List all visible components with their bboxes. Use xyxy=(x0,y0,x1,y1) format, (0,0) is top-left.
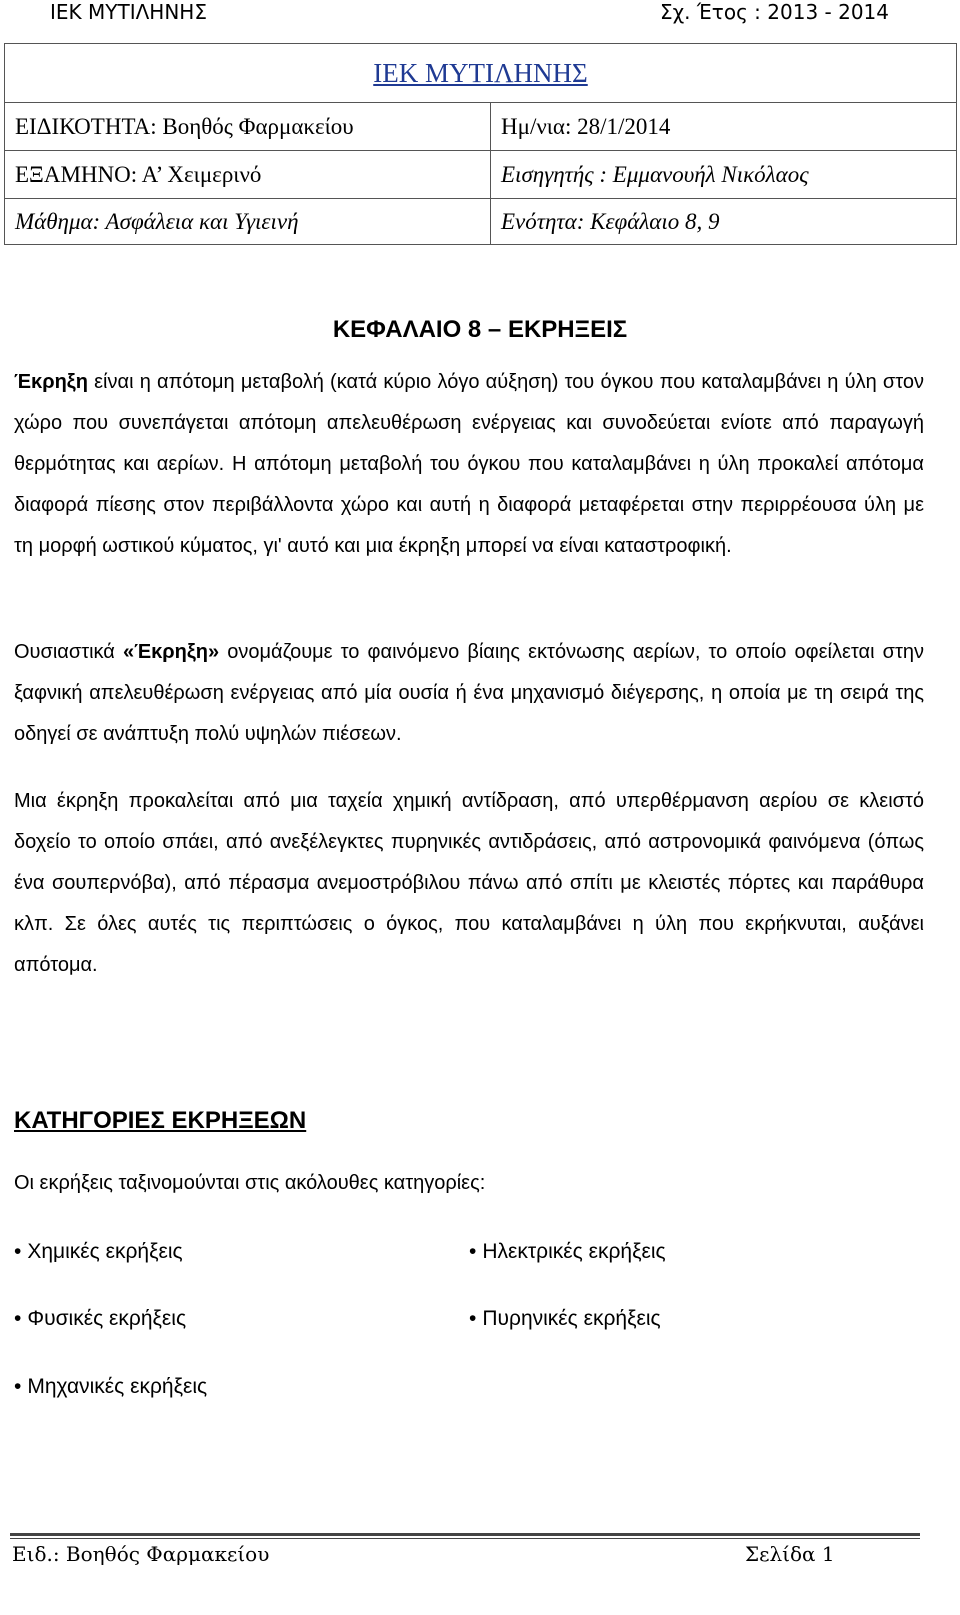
course-info-table xyxy=(4,43,957,245)
chapter-title: ΚΕΦΑΛΑΙΟ 8 – ΕΚΡΗΞΕΙΣ xyxy=(332,316,628,343)
paragraph-causes: Μια έκρηξη προκαλείται από μια ταχεία χημική αντίδραση, από υπερθέρμανση αερίου σε κλειστό δοχείο το οποίο σπάει, από ανεξέλεγκτες πυρηνικές αντιδράσεις, από αστρονομικά φαινόμενα (όπως ένα σουπερνόβα), από πέρασμα ανεμοστρόβιλου πάνω από σπίτι με κλειστές πόρτες και παράθυρα κλπ. Σε όλες αυτές τις περιπτώσεις ο όγκος, που καταλαμβάνει η ύλη που εκρήκνυται, αυξάνει απότομα. xyxy=(14,790,924,976)
paragraph-essentially xyxy=(14,632,924,755)
footer-specialty: Ειδ.: Βοηθός Φαρμακείου xyxy=(12,1542,270,1566)
course-cell: Μάθημα: Ασφάλεια και Υγιεινή xyxy=(5,199,491,245)
paragraph-definition-text: είναι η απότομη μεταβολή (κατά κύριο λόγο αύξηση) του όγκου που καταλαμβάνει η ύλη στον χώρο που συνεπάγεται απότομη απελευθέρωση ενέργειας και συνοδεύεται ενίοτε από παραγωγή θερμότητας και αερίων. Η απότομη μεταβολή του όγκου που καταλαμβάνει η ύλη προκαλεί απότομα διαφορά πίεσης στον περιβάλλοντα χώρο και αυτή η διαφορά μεταφέρεται στην περιρρέουσα ύλη με τη μορφή ωστικού κύματος, γι' αυτό και μια έκρηξη μπορεί να είναι καταστροφική. xyxy=(14,371,924,557)
list-item-label: Χημικές εκρήξεις xyxy=(27,1240,183,1263)
bullet-icon: • xyxy=(469,1240,477,1263)
footer-divider xyxy=(10,1533,920,1536)
table-title: ΙΕΚ ΜΥΤΙΛΗΝΗΣ xyxy=(5,44,957,103)
list-item xyxy=(14,1372,207,1402)
unit-cell: Ενότητα: Κεφάλαιο 8, 9 xyxy=(491,199,957,245)
paragraph-definition xyxy=(14,362,924,567)
specialty-cell: ΕΙΔΙΚΟΤΗΤΑ: Βοηθός Φαρμακείου xyxy=(5,103,491,151)
paragraph-essentially-text: ονομάζουμε το φαινόμενο βίαιης εκτόνωσης αερίων, το οποίο οφείλεται στην ξαφνική απελευθέρωση ενέργειας από μία ουσία ή ένα μηχανισμό διέγερσης, η οποία με τη σειρά της οδηγεί σε ανάπτυξη πολύ υψηλών πιέσεων. xyxy=(14,641,924,745)
bullet-icon: • xyxy=(469,1307,477,1330)
list-item-label: Ηλεκτρικές εκρήξεις xyxy=(482,1240,666,1263)
bullet-icon: • xyxy=(14,1307,22,1330)
paragraph-essentially-lead: Ουσιαστικά xyxy=(14,641,123,663)
list-item xyxy=(14,1304,186,1334)
header-school: ΙΕΚ ΜΥΤΙΛΗΝΗΣ xyxy=(50,0,207,24)
list-item xyxy=(469,1304,661,1334)
bullet-icon: • xyxy=(14,1375,22,1398)
list-item xyxy=(14,1237,183,1267)
page-header xyxy=(0,0,960,30)
instructor-cell: Εισηγητής : Εμμανουήλ Νικόλαος xyxy=(491,151,957,199)
term-explosion: Έκρηξη xyxy=(14,371,88,393)
term-explosion-quoted: «Έκρηξη» xyxy=(122,641,220,663)
categories-title: ΚΑΤΗΓΟΡΙΕΣ ΕΚΡΗΞΕΩΝ xyxy=(14,1107,307,1134)
header-school-year: Σχ. Έτος : 2013 - 2014 xyxy=(659,0,889,24)
bullet-icon: • xyxy=(14,1240,22,1263)
list-item xyxy=(469,1237,666,1267)
list-item-label: Μηχανικές εκρήξεις xyxy=(27,1375,208,1398)
list-item-label: Πυρηνικές εκρήξεις xyxy=(482,1307,661,1330)
categories-intro: Οι εκρήξεις ταξινομούνται στις ακόλουθες κατηγορίες: xyxy=(14,1172,486,1194)
footer-divider-thin xyxy=(10,1538,920,1539)
semester-cell: ΕΞΑΜΗΝΟ: Α’ Χειμερινό xyxy=(5,151,491,199)
footer-page-number: Σελίδα 1 xyxy=(745,1542,835,1566)
list-item-label: Φυσικές εκρήξεις xyxy=(27,1307,187,1330)
date-cell: Ημ/νια: 28/1/2014 xyxy=(491,103,957,151)
